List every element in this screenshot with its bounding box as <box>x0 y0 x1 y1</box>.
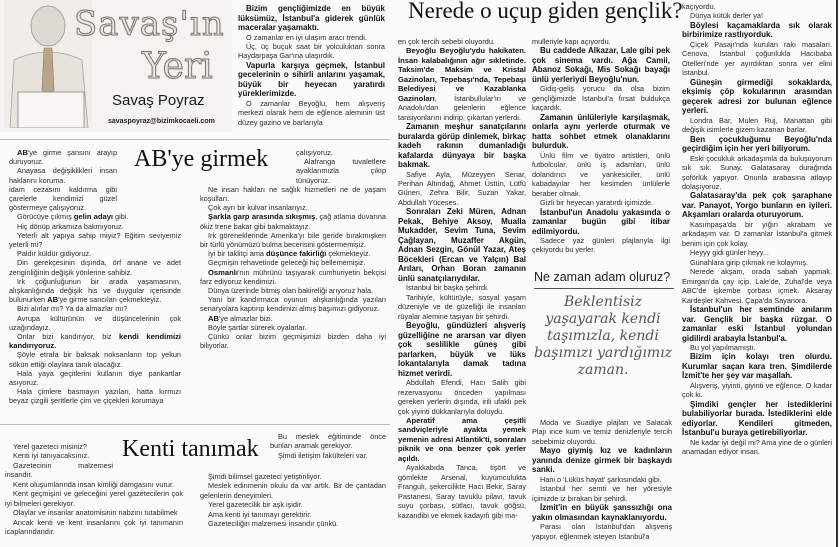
paragraph: O zamanlar Beyoğlu, hem alışveriş merkezi olarak hem de eğlence aleminin üst düzey gazino ve barlarıyla <box>238 98 385 127</box>
paragraph: çalışıyoruz. <box>296 148 333 157</box>
paragraph: Çiçek Pasajı'nda kurulan rakı masaları. Cenova, İstanbul çoğunlukla Hacıbaba Otelleri'nde yer ayırdıktan sonra ver elini İstanbul. <box>682 39 832 78</box>
paragraph: Ne insan hakları ne sağlık hizmetleri ne de yaşam koşulları. <box>200 184 386 204</box>
paragraph: Zamanın meşhur sanatçılarını buralarda görüp dinlemek, birkaç kadeh rakının dumanladığı kafalarda dünyaya bir başka bakmak. <box>398 122 526 170</box>
paragraph: Gizli bir heyecan yaratırdı içimizde. <box>540 198 654 208</box>
author-email[interactable]: savaspoyraz@bizimkocaeli.com <box>108 118 215 125</box>
bold-text: AB <box>47 295 59 305</box>
paragraph: Ne kadar iyi değil mi? Ama yine de o günleri anamadan ediyor insan. <box>682 437 832 457</box>
paragraph: Güneşin girmediği sokaklarda, ekşimiş çöp kokularının arasından geçerek adresi zor bulunan eğlence yerleri. <box>682 77 832 116</box>
paragraph: AB'ye girme şansını arayıp duruyoruz. <box>9 148 117 167</box>
paragraph: İstanbul her semti ve her yöresiyle içimizde iz bırakan bir şehirdi. <box>532 484 672 503</box>
paragraph: Ancak kenti ve kent insanlarını çok iyi tanımanın icaplarındandır. <box>5 517 183 537</box>
paragraph: Şimdiki gençler her istediklerini bulabiliyorlar burada. İstediklerini elde ediyorlar. Kendileri gitmeden, İstanbul'u buraya getirebiliyorlar. <box>682 399 832 438</box>
paragraph: Görücüye çıkmış gelin adayı gibi. <box>17 212 129 222</box>
paragraph: Bu caddede Alkazar, Lale gibi pek çok sinema vardı. Ağa Camii, Abanoz Sokağı, Mis Sokağı bayağı ünlü yerleriydi Beyoğlu'nun. <box>532 46 670 84</box>
paragraph: Moda ve Suadiye plajları ve Salacak Plajı ince kum ve temiz denizleriyle tercih sebebimiz oluyordu. <box>532 418 672 446</box>
paragraph: Bizim için kolayı tren olurdu. Kurumlar saçan kara tren. Şimdilerde İzmit'te her şey var maşallah. <box>682 352 832 381</box>
paragraph: Yani bir kandırmaca oyunun alışkanlığında yazılan senaryolara kaptırıp kendimizi almış başımızı gidiyoruz. <box>200 295 386 314</box>
paragraph: Heyyy gidi günler heyy... <box>690 248 769 258</box>
paragraph: Alafranga tuvaletlere ayaklarımızla çıkıp tünüyoruz. <box>296 157 386 185</box>
paragraph: Alışveriş, yiyinti, giyinti ve eğlence. O kadar çok ki. <box>682 380 832 400</box>
paragraph: Beyoğlu, gündüzleri alışveriş güzelliğine ne ararsan var diyen çok seslilikle güneş gibi parlarken, büyük ve lüks lokantalarıyla damak tadına hizmet verirdi. <box>398 321 526 378</box>
bold-text: AB <box>208 313 219 323</box>
paragraph: Safiye Ayla, Müzeyyen Senar, Perihan Altındağ, Ahmet Üstün, Lütfü Güneri, Zehra Bilir, Suzan Yakar, Abdullah Yüceses. <box>398 169 526 207</box>
paragraph: Çünkü onlar bizim geçmişimizi bizden daha iyi biliyorlar. <box>200 332 386 351</box>
paragraph: Anayasa değişiklikleri insan haklarını koruma. <box>9 166 117 185</box>
paragraph: kaçıyordu. <box>682 2 716 11</box>
paragraph: Bizim gençliğimizde en büyük lüksümüz, İstanbul'a giderek günlük maceralar yaşamaktı. <box>238 4 385 32</box>
paragraph: idam cezasını kaldırma gibi çarelerle kendimizi güzel göstermeye çalışıyoruz. <box>9 184 117 213</box>
paragraph <box>398 416 526 463</box>
paragraph: Gidiş-geliş yorucu da olsa bizim gençliğimizde İstanbul'a fırsat buldukça kaçardık. <box>532 84 670 113</box>
paragraph: en çok tercih sebebi oluyordu. <box>398 37 495 46</box>
kent-column-2-top <box>270 432 386 460</box>
paragraph: Bizi alırlar mı? Ya da almazlar mı? <box>17 304 128 314</box>
paragraph: AB'ye almazlar bizi. <box>208 313 273 323</box>
genclik-column-2-bottom <box>532 418 672 541</box>
ab-column-1 <box>9 148 181 406</box>
paragraph: Ama kenti iyi tanımayı gerektirir. <box>208 509 312 519</box>
paragraph: Nerede akşam, orada sabah yapmak. Emirgan'da çay içip, Lale'de, Zuhal'de veya ABC'de işkembe çorbası içmek. Aksaray Kardeşler Kahvesi. Çapa'da Sayanora. <box>682 267 832 305</box>
lead-column <box>238 4 385 127</box>
ab-column-2 <box>200 148 386 350</box>
paragraph: Avrupa kültürünün ve düşüncelerinin çok uzağındayız. <box>9 313 181 332</box>
paragraph: Tarihiyle, kültürüyle, sosyal yaşam düzeniyle ve de güzelliği ile insanları rüyalar alemine taşıyan bir şehirdi. <box>398 292 526 321</box>
pull-quote: Beklentisiz yaşayarak kendi taşımızla, kendi başımızı yardığımız zaman. <box>534 294 672 378</box>
bold-text: kendi kendimizi kandırıyoruz. <box>9 332 181 351</box>
paragraph: O zamanlar en iyi ulaşım aracı trendi. <box>246 32 367 42</box>
paragraph: İzmit'in en büyük şanssızlığı ona yakın olmasından kaynaklanıyordu. <box>532 503 672 522</box>
paragraph: Gazeteciliğin malzemesi insandır çünkü. <box>208 519 339 529</box>
paragraph: Parası olan İstanbul'dan alışveriş yapıyor, eğlenmek isteyen İstanbul'a <box>532 522 672 541</box>
paragraph: Osmanlı'nın mührünü taşıyarak cumhuriyetin bekçisi farz ediyoruz kendimizi. <box>200 267 386 286</box>
paragraph: Sadece yaz günleri plajlarıyla ilgi çekiyordu bu yerler. <box>532 236 670 255</box>
paragraph: Hani o 'Lüküs hayat' şarkısındaki gibi. <box>540 474 662 484</box>
paragraph: Şimdi iletişim fakülteleri var. <box>278 450 368 460</box>
headline-kent: Kenti tanımak <box>122 436 259 462</box>
paragraph: Ayakkabıda Tanca, tişört ve gömlekte Arsenal, kuyumculukta Frangulı, şekercilikte Hacı Bekir, Saray Pastanesi, Saray tavuklu pilavı, tavuk suyu çorbası, sütlacı, tavuk göğsü, kazandibi ve ekmek kadayıfı gibi ma- <box>398 463 526 520</box>
bold-text: AB <box>17 148 28 157</box>
paragraph: Üç, üç buçuk saat bir yolculuktan sonra Haydarpaşa Gar'ına ulaşırdık. <box>238 41 385 61</box>
quote-box-rule <box>534 288 674 289</box>
headline-genclik: Nerede o uçup giden gençlik? <box>408 0 683 23</box>
paragraph: Bu meslek eğitiminde önce bunları aramak gerekiyor. <box>270 432 386 451</box>
headline-ab: AB'ye girmek <box>134 146 269 172</box>
bold-text: düşünce fakirliği <box>265 249 327 259</box>
paragraph: Hiç dönüp arkamıza bakmıyoruz. <box>17 221 124 231</box>
paragraph: Bu yol yapılmamıştı. <box>690 343 756 353</box>
paragraph: Çok ayrı bir kulvar insanlarıyız. <box>208 203 308 213</box>
paragraph: Eski çocukluk arkadaşımla da buluşuyorum sık sık. Sunay, Galatasaray durağında şoförlük yapıyor. Onunla arabasına atlayıp dolaşıyoruz. <box>682 153 832 191</box>
paragraph: Dünya kütük derler ya! <box>690 11 764 21</box>
paragraph: Galatasaray'da pek çok şaraphane var. Panayot, Yorgo bunların en iyileri. Akşamları oralarda oturuyorum. <box>682 191 832 220</box>
paragraph: Mayo giymiş kız ve kadınların yanında denize girmek bir başkaydı sanki. <box>532 446 672 475</box>
genclik-column-1 <box>398 37 526 520</box>
paragraph: Şarkla garp arasında sıkışmış, çağ atlama duvarına ökiz trene bakar gibi bakmaktayız. <box>200 212 386 231</box>
paragraph: Yeterli alt yapıya sahip miyiz? Eğitim seviyemiz yeterli mi? <box>9 230 181 250</box>
paragraph: Olaylar ve insanlar anatomisinin nabzını tutabilmek <box>13 508 178 518</box>
author-name: Savaş Poyraz <box>112 92 205 109</box>
quote-box-title: Ne zaman adam oluruz? <box>534 270 671 284</box>
paragraph: Yerel gazetecilik bir aşk işidir. <box>208 500 303 510</box>
paragraph: Günahlara girip çıkmak ne kolaymış. <box>690 257 809 267</box>
divider <box>0 139 390 140</box>
paragraph: Sonraları Zeki Müren, Adnan Pekak, Behiye Aksoy, Mualla Mukadder, Sevim Tuna, Sevim Çağlayan, Muzaffer Akgün, Adnan Sezgin, Gönül Yazar, Ateş Böcekleri (Ercan ve Yalçın) Bal Arıları, Orhan Boran zamanın ünlü sanatçılarıydılar. <box>398 207 526 283</box>
paragraph: İstanbul'un Anadolu yakasında o zamanlar bugün gibi itibar edilmiyordu. <box>532 207 670 236</box>
paragraph: Irk göreneklerinde Amerika'yı bile geride bırakmışken bir türlü yönümüzü bulma becerisini göstermemişiz. <box>200 230 386 250</box>
paragraph: Paldır küldür gidiyoruz. <box>17 249 92 259</box>
paragraph: Geçmişin rehavetinde geleceği hiç bellememişiz. <box>208 258 366 268</box>
paragraph: Şimdi bilimsel gazeteci yetiştiriliyor. <box>208 472 322 481</box>
paragraph: Onlar bizi kandırıyor, biz kendi kendimizi kandırıyoruz. <box>9 332 181 351</box>
paragraph: İyi bir taklitçi ama düşünce fakirliği çekmekteyiz. <box>208 249 371 259</box>
genclik-column-2 <box>532 37 670 255</box>
paragraph: Hala yaya geçitlerini kullanın diye pankartlar asıyoruz. <box>9 368 181 388</box>
kent-column-1 <box>5 442 183 537</box>
paragraph: Böyle şartlar sürerek oyalarlar. <box>208 322 307 332</box>
logo-title: Yeri <box>142 46 213 87</box>
paragraph: İstanbul bir başka şehirdi. <box>406 283 489 293</box>
paragraph: Kent oluşumlarında insan kimliği damgasını vurur. <box>13 479 175 489</box>
paragraph: Gazetecinin malzemesi insandır. <box>5 460 113 480</box>
divider <box>0 424 390 425</box>
paragraph: Ünlü film ve tiyatro artistleri, ünlü futbolcular, ünlü iş adamları, ünlü dolandırıcı ve yankesiciler, ünlü kabadayılar her kesimden ünlülerle beraber olmak. <box>532 150 670 198</box>
paragraph: İstanbul'un her semtinde anılarım var. Gençlik bir başka rüzgar. O zamanlar eski İstanbul yolundan gidilirdi arabayla İstanbul'a. <box>682 305 832 343</box>
paragraph: Vapurla karşıya geçmek, İstanbul gecelerinin o sihirli anlarını yaşamak, büyük bir heyecan yaratırdı yüreklerimizde. <box>238 60 385 99</box>
paragraph: Beyoğlu Beyoğlu'ydu hakikaten. İnsan kalabalığının ağır sıkletinde. Taksim'de Maksim ve Kristal Gazinoları, Tepebaşı'nda, Tepebaşı Belediyesi ve Kazablanka Gazinoları, İstanbullular'ın ve Anadolu'dan gelenlerin eğlence tansiyonlarını indirip, çıkartan yerlerdi. <box>398 46 526 122</box>
paragraph: Yerel gazeteci misiniz? <box>13 442 87 451</box>
bold-text: Osmanlı <box>208 267 238 277</box>
paragraph: Meslek edinmenin okulu da var artık. Bir de çantadan gelenlerin deneyimleri. <box>200 481 386 500</box>
column-logo <box>0 0 232 132</box>
bold-text: Beyoğlu Beyoğlu'ydu hakikaten. İnsan kalabalığının ağır sıkletinde. Taksim'de Maksim ve Kristal Gazinoları, Tepebaşı'nda, Tepebaşı Belediyesi ve Kazablanka Gazinoları <box>398 46 526 103</box>
genclik-column-3 <box>682 2 832 457</box>
paragraph: Dünya üzerinde bitmiş olan bakireliği arıyoruz hala. <box>208 286 374 296</box>
paragraph: Şöyle etrafa bir baksak noksanların top yekun sökün ettiği olaylara tanık olacağız. <box>9 350 181 369</box>
paragraph: Kent geçmişini ve geleceğini yerel gazetecilerin çok iyi bilmeleri gerekiyor. <box>5 489 183 508</box>
paragraph: Abdullah Efendi, Hacı Salih gibi rezervasyonu önceden yapılması gereken yerlerin dışında, irili ufaklı pek çok yiyinti dükkanlarıyla doluydu. <box>398 378 526 416</box>
logo-title: Savaş'ın <box>74 4 225 44</box>
paragraph: Ben çocukluğumu Beyoğlu'nda geçirdiğim için her yeri biliyorum. <box>682 134 832 154</box>
paragraph: Irk çoğunluğunun bir arada yaşamasının, alışkanlığında değişik his ve duygular içerisinde bulunurken AB'ye girme sancıları çekmekteyiz. <box>9 276 181 305</box>
paragraph: mulleriyle kapı açıyordu. <box>532 37 611 46</box>
paragraph: Kasımpaşa'da bir yığın akrabam ve arkadaşım var. O zamanlar İstanbul'a gitmek benim için çok kolay. <box>682 219 832 248</box>
bold-text: Şarkla garp arasında sıkışmış <box>208 212 316 222</box>
paragraph: Hala çimlere basmayın yazıları, hatta kırmızı beyaz çizgili şeritlerle çim ve çiçekleri korumaya <box>9 387 181 406</box>
paragraph: Kenti iyi tanıyacaksınız. <box>13 451 90 461</box>
page-border <box>836 0 838 547</box>
kent-column-2 <box>200 472 386 529</box>
paragraph: Din gerekçesinin dışında, örf anane ve adet zenginliğinin değişik yönlerine sahibiz. <box>9 258 181 277</box>
paragraph: Böylesi kaçamaklarda sık olarak birbirimize rastlıyorduk. <box>682 20 832 40</box>
paragraph: Zamanın ünlüleriyle karşılaşmak, onlarla aynı yerlerde oturmak ve hatta sohbet etmek olanaklarını bulurduk. <box>532 112 670 151</box>
bold-text: gelin adayı <box>73 212 114 222</box>
bold-text: Aperatif ama çeşitli sandviçleriyle ayakta yemek yemenin adresi Atlantik'ti, sonraları piknik ve ona benzer çok yerler açıldı. <box>398 416 526 463</box>
paragraph: Londra Bar, Mulen Ruj, Manattan gibi değişik isimlerle gizem kazanan barlar. <box>682 115 832 135</box>
